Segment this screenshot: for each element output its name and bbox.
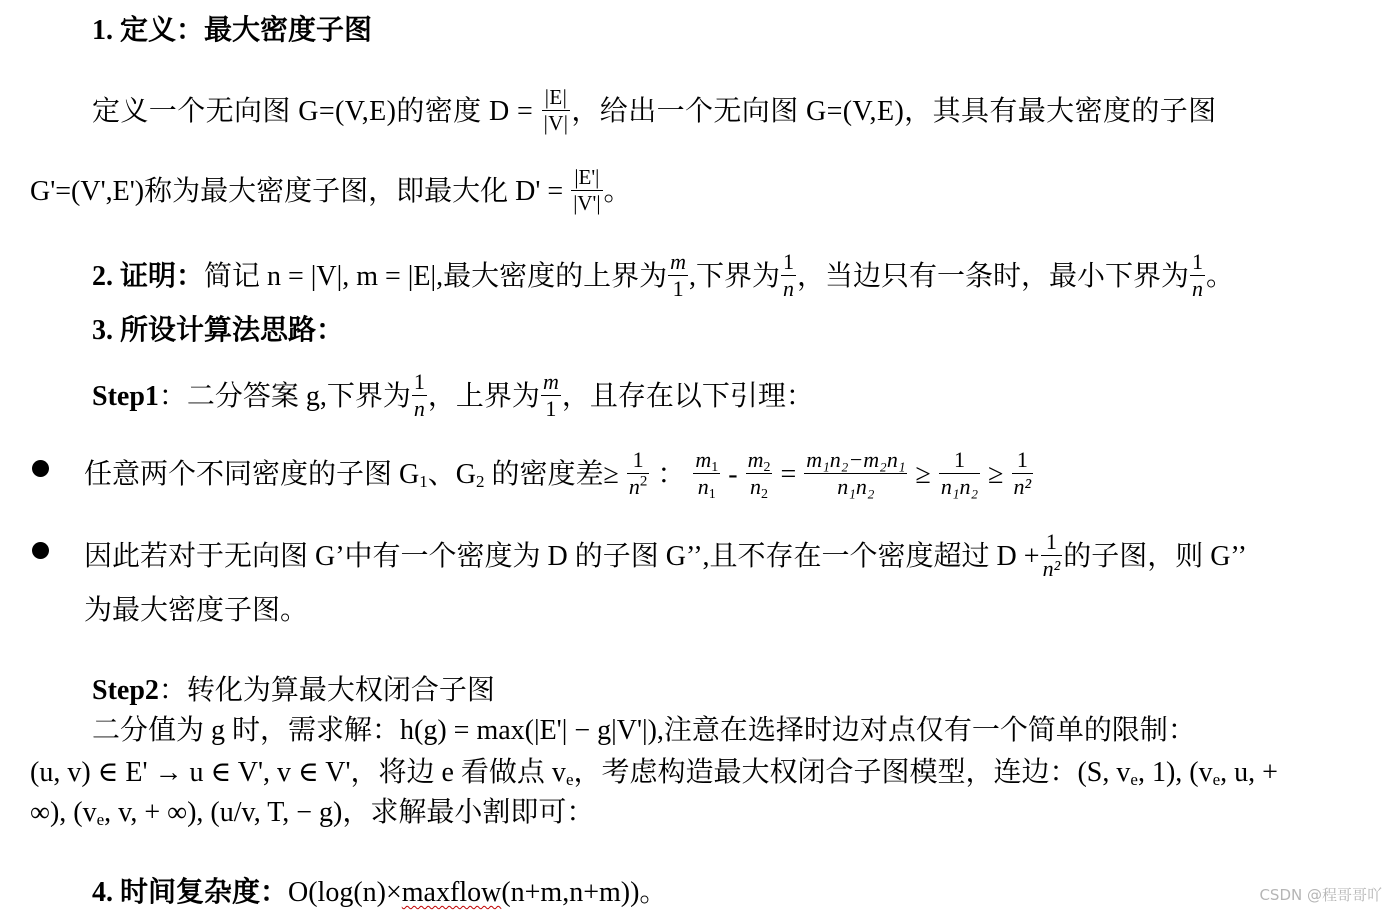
lemma-fraction-d — [939, 449, 980, 498]
lower-bound-fraction — [781, 251, 796, 300]
step2-line-1: 二分值为 g 时，需求解：h(g) = max(|E'| − g|V'|),注意在选择时边对点仅有一个简单的限制： — [92, 715, 1196, 746]
step2-line-2-rest-3: , u, + — [1220, 757, 1278, 788]
upper-bound-denominator: 1 — [672, 276, 684, 301]
step2-line-3 — [30, 796, 594, 830]
complexity-pre: O(log(n)× — [288, 877, 402, 908]
definition-text-1: 定义一个无向图 G=(V,E)的密度 D = — [92, 95, 534, 127]
step1-text-a: ：二分答案 g,下界为 — [158, 380, 411, 412]
lower-bound-denominator: n — [783, 276, 795, 301]
lemma-colon: ： — [657, 458, 686, 490]
lemma-fraction-d-denominator: n₁n₂ — [940, 474, 979, 499]
min-lower-bound-denominator: n — [1192, 276, 1204, 301]
proof-text-c: ，当边只有一条时，最小下界为 — [797, 260, 1190, 292]
bullet-1-line — [84, 447, 1034, 502]
step1-lower-denominator: n — [413, 396, 425, 421]
proof-text-b: ,下界为 — [689, 260, 781, 292]
section-3-heading: 3. 所设计算法思路： — [92, 315, 345, 346]
complexity-post: (n+m,n+m))。 — [501, 877, 668, 908]
min-lower-bound-numerator: 1 — [1192, 249, 1204, 274]
bullet-2-dot — [32, 542, 49, 559]
lemma-fraction-b-numerator: $m_2$ — [747, 447, 771, 475]
bullet-2-text-b: 的子图，则 G’’ — [1063, 540, 1247, 572]
lower-bound-numerator: 1 — [783, 249, 795, 274]
upper-bound-fraction — [668, 251, 688, 300]
step2-heading-rest: ：转化为算最大权闭合子图 — [158, 675, 495, 706]
subgraph-density-numerator: |E'| — [571, 167, 602, 191]
step1-text-b: ，上界为 — [427, 380, 540, 412]
density-denominator: |V| — [543, 111, 569, 135]
step2-line-3-b: , v, + ∞), (u/v, T, − g)，求解最小割即可： — [104, 797, 595, 828]
ve-subscript: e — [565, 770, 574, 789]
maxflow-term: maxflow — [401, 877, 502, 908]
step2-line-3-a: ∞), (v — [30, 797, 97, 828]
density-fraction — [542, 87, 571, 134]
lemma-fraction-c-denominator: n₁n₂ — [837, 474, 875, 499]
proof-text-a: 简记 n = |V|, m = |E|,最大密度的上界为 — [204, 260, 668, 292]
definition-line-2 — [30, 165, 632, 217]
section-4-line — [92, 876, 667, 910]
lemma-fraction-a-denominator: $n_1$ — [697, 474, 716, 502]
definition-text-2b: 。 — [603, 175, 632, 207]
step1-text-c: ，且存在以下引理： — [561, 380, 814, 412]
bullet-2-text-a: 因此若对于无向图 G’中有一个密度为 D 的子图 G’’,且不存在一个密度超过 D + — [84, 540, 1040, 572]
lemma-ge-1: ≥ — [915, 458, 931, 490]
g2-subscript: 2 — [475, 471, 485, 491]
lemma-fraction-c-numerator: m₁n₂−m₂n₁ — [806, 447, 906, 472]
step1-upper-denominator: 1 — [545, 396, 557, 421]
step2-line-2-rest: ，考虑构造最大权闭合子图模型，连边：(S, v — [573, 757, 1131, 788]
lemma-fraction-a-numerator: $m_1$ — [695, 447, 719, 475]
bullet-2-line-1 — [84, 529, 1247, 583]
proof-text-d: 。 — [1206, 260, 1235, 292]
section-1-heading: 1. 定义：最大密度子图 — [92, 15, 373, 46]
step2-line-2-text: (u, v) ∈ E' → u ∈ V', v ∈ V'，将边 e 看做点 v — [30, 757, 566, 788]
lemma-fraction-e-denominator: n² — [1013, 474, 1032, 499]
step1-lower-fraction — [412, 371, 427, 420]
step2-heading — [92, 674, 495, 708]
lemma-fraction-b — [746, 447, 773, 502]
lemma-fraction-0-numerator: 1 — [627, 449, 650, 474]
definition-line-1 — [92, 85, 1217, 137]
step1-lower-numerator: 1 — [413, 369, 425, 394]
lemma-fraction-0 — [627, 449, 650, 498]
csdn-watermark: CSDN @程哥哥吖 — [1259, 886, 1382, 904]
bullet-2-fraction-numerator: 1 — [1041, 531, 1063, 556]
section-2-label: 2. 证明： — [92, 260, 205, 292]
min-lower-bound-fraction — [1190, 251, 1205, 300]
lemma-fraction-a — [693, 447, 720, 502]
ve-subscript-2: e — [1130, 770, 1138, 789]
lemma-fraction-b-denominator: $n_2$ — [750, 474, 769, 502]
definition-text-1b: ，给出一个无向图 G=(V,E)，其具有最大密度的子图 — [571, 95, 1217, 127]
step2-line-2 — [30, 756, 1278, 790]
bullet-2-fraction-denominator: n² — [1042, 556, 1061, 581]
lemma-ge-2: ≥ — [988, 458, 1004, 490]
lemma-fraction-c — [804, 449, 907, 498]
lemma-fraction-0-denominator: $n^2$ — [628, 473, 648, 499]
lemma-fraction-d-numerator: 1 — [939, 449, 980, 474]
step1-upper-numerator: m — [542, 369, 559, 394]
lemma-fraction-e-numerator: 1 — [1012, 449, 1034, 474]
definition-text-2: G'=(V',E')称为最大密度子图，即最大化 D' = — [30, 175, 564, 207]
upper-bound-numerator: m — [670, 249, 687, 274]
lemma-equals: = — [780, 458, 797, 490]
bullet-1-dot — [32, 460, 49, 477]
bullet-2-line-2: 为最大密度子图。 — [84, 595, 309, 626]
ve-subscript-4: e — [96, 810, 105, 829]
bullet-1-text: 任意两个不同密度的子图 G — [84, 458, 420, 490]
bullet-1-sep: 、G — [427, 458, 476, 490]
section-2-line — [92, 249, 1235, 303]
ve-subscript-3: e — [1212, 770, 1221, 789]
step1-line — [92, 369, 814, 423]
step2-line-2-rest-2: , 1), (v — [1137, 757, 1213, 788]
bullet-2-fraction — [1041, 531, 1063, 580]
subgraph-density-fraction — [571, 167, 602, 214]
section-4-heading: 4. 时间复杂度： — [92, 877, 289, 908]
lemma-minus: - — [728, 458, 738, 490]
bullet-1-text-mid: 的密度差≥ — [484, 458, 619, 490]
step1-label: Step1 — [92, 380, 159, 412]
subgraph-density-denominator: |V'| — [573, 191, 601, 215]
g1-subscript: 1 — [419, 471, 428, 491]
density-numerator: |E| — [542, 87, 571, 111]
step2-label: Step2 — [92, 675, 159, 706]
lemma-fraction-e — [1012, 449, 1034, 498]
step1-upper-fraction — [541, 371, 561, 420]
